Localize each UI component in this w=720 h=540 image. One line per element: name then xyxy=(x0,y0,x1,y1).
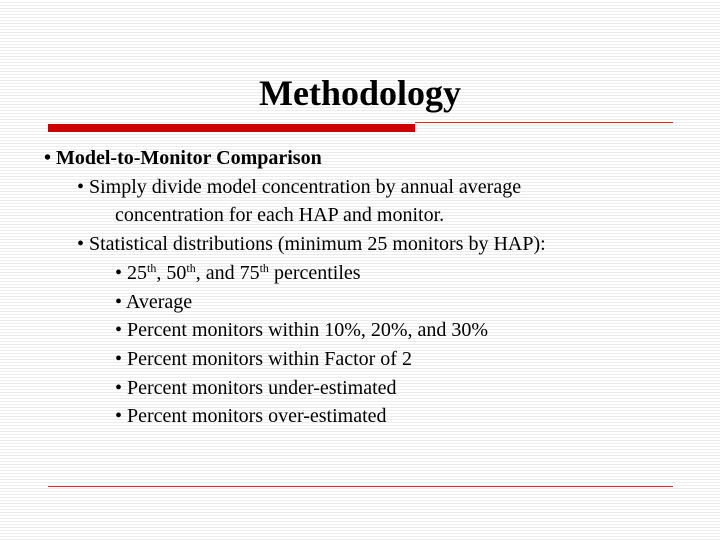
item-over: • Percent monitors over-estimated xyxy=(115,405,387,427)
item-factor: • Percent monitors within Factor of 2 xyxy=(115,348,412,370)
slide-title xyxy=(0,72,720,114)
item-average: • Average xyxy=(115,291,193,313)
pct-text-3: , and 75 xyxy=(195,262,260,284)
item-within: • Percent monitors within 10%, 20%, and 30% xyxy=(115,319,489,341)
sub-bullet-divide-line2: concentration for each HAP and monitor. xyxy=(115,204,445,226)
pct-sup-2: th xyxy=(186,261,196,275)
item-under: • Percent monitors under-estimated xyxy=(115,377,397,399)
title-accent-bar xyxy=(48,124,415,132)
title-rule xyxy=(415,122,673,123)
slide-title-text: Methodology xyxy=(259,73,461,113)
pct-text-4: percentiles xyxy=(268,262,361,284)
pct-text-1: • 25 xyxy=(115,262,148,284)
bullet-model-to-monitor: • Model-to-Monitor Comparison xyxy=(44,147,322,169)
sub-bullet-statistical: • Statistical distributions (minimum 25 monitors by HAP): xyxy=(77,233,546,255)
pct-sup-3: th xyxy=(259,261,269,275)
item-percentiles xyxy=(115,261,361,285)
sub-bullet-divide-line1: • Simply divide model concentration by annual average xyxy=(77,176,522,198)
footer-rule xyxy=(48,486,673,487)
pct-text-2: , 50 xyxy=(156,262,187,284)
pct-sup-1: th xyxy=(147,261,157,275)
